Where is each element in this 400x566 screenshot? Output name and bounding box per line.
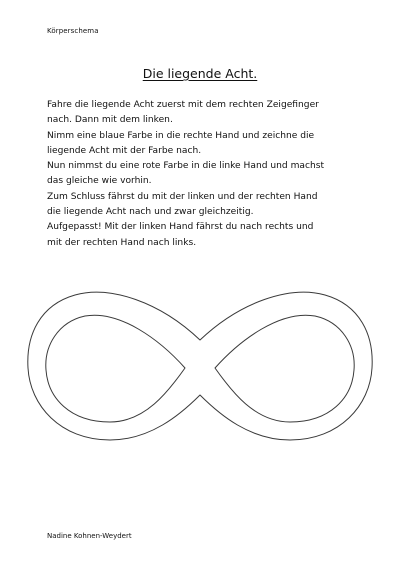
instruction-line: die liegende Acht nach und zwar gleichzeitig. [47, 207, 254, 218]
instruction-line: Zum Schluss fährst du mit der linken und der rechten Hand [47, 191, 318, 202]
page-title: Die liegende Acht. [142, 66, 258, 81]
instruction-line: Nimm eine blaue Farbe in die rechte Hand und zeichne die [47, 130, 315, 141]
instruction-line: Aufgepasst! Mit der linken Hand fährst du nach rechts und [47, 222, 314, 233]
instruction-line: Fahre die liegende Acht zuerst mit dem rechten Zeigefinger [47, 100, 319, 110]
eight-outer-outline [28, 292, 372, 440]
author-footer: Nadine Kohnen-Weydert [47, 532, 132, 540]
instruction-text [47, 98, 367, 251]
instruction-line: das gleiche wie vorhin. [47, 176, 152, 187]
instruction-line: nach. Dann mit dem linken. [47, 115, 173, 126]
document-header: Körperschema [47, 27, 99, 35]
instruction-line: Nun nimmst du eine rote Farbe in die linke Hand und machst [47, 161, 325, 172]
eight-left-inner-outline [46, 315, 185, 422]
lying-eight-figure [0, 280, 400, 480]
eight-right-inner-outline [215, 315, 354, 422]
instruction-line: liegende Acht mit der Farbe nach. [47, 145, 202, 156]
instruction-line: mit der rechten Hand nach links. [47, 237, 197, 248]
